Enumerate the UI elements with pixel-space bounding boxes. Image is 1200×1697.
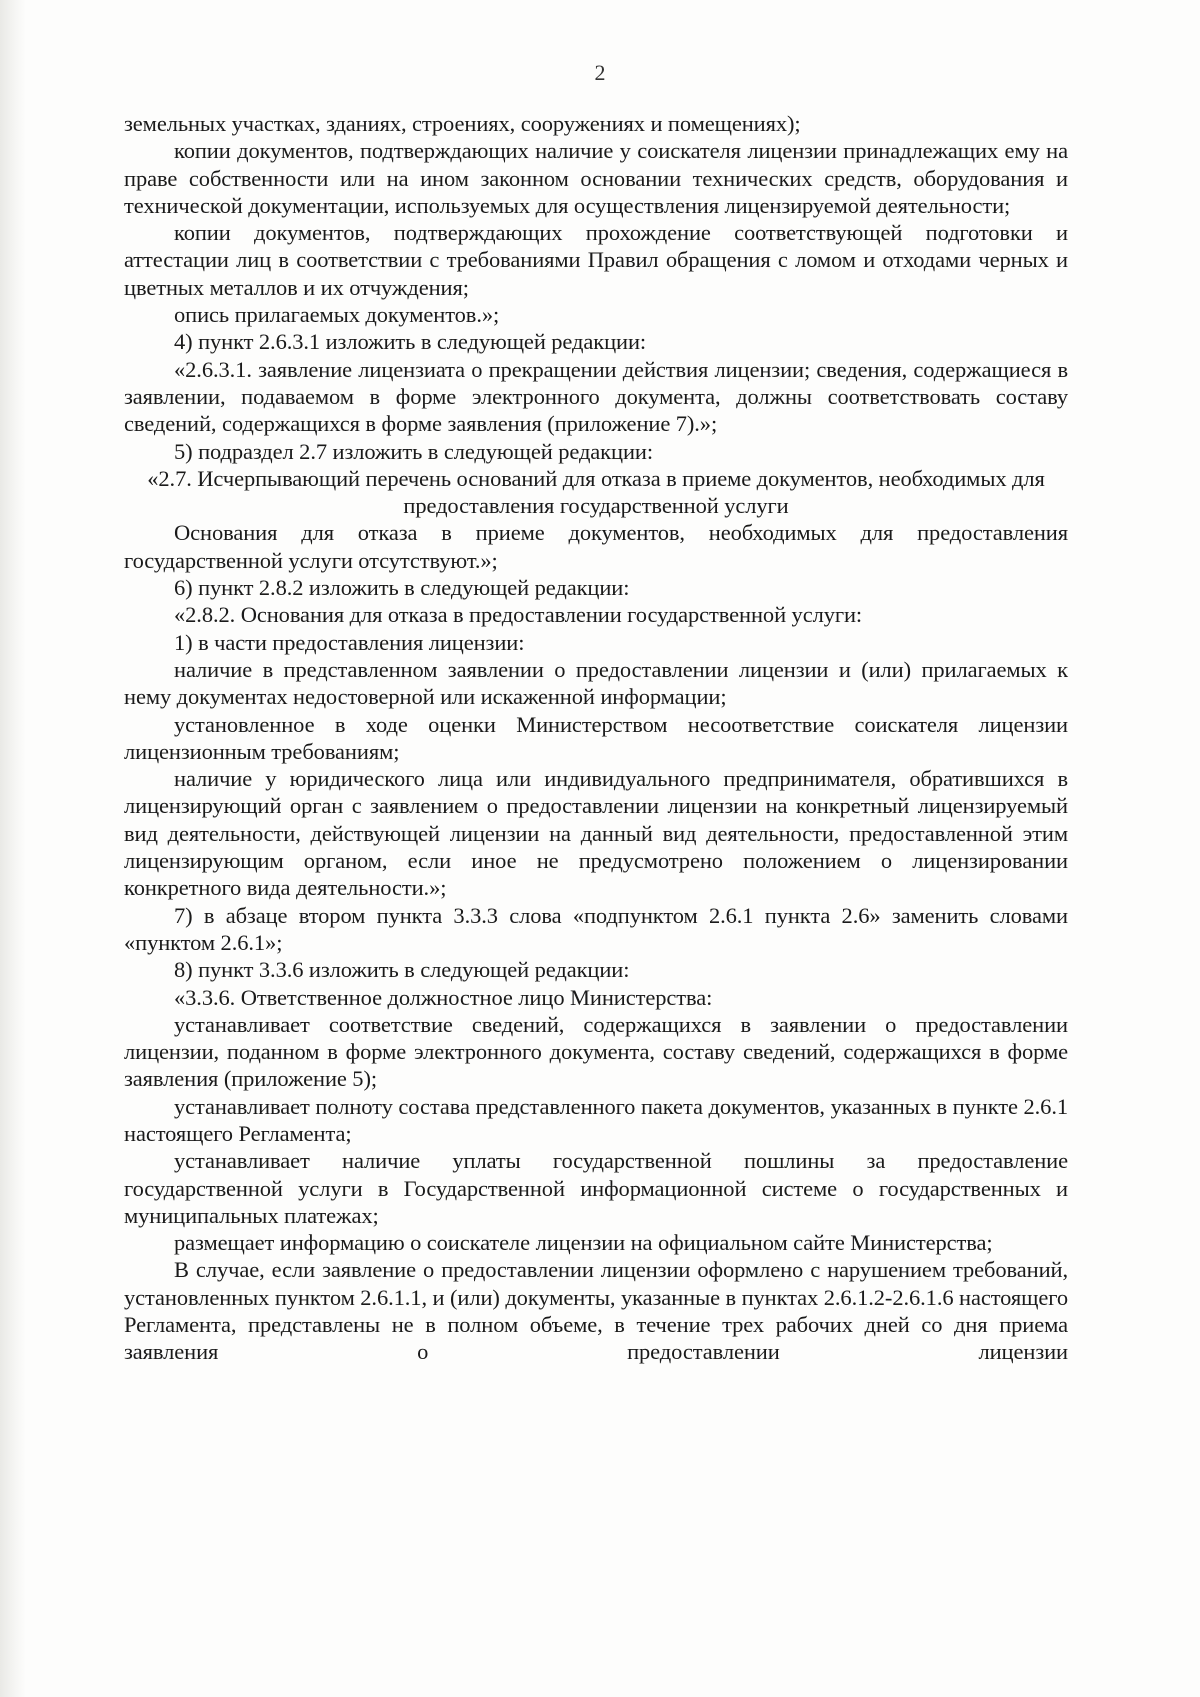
scan-shadow-edge [0, 0, 26, 1697]
paragraph: наличие в представленном заявлении о предоставлении лицензии и (или) прилагаемых к нему документах недостоверной или искаженной информации; [124, 656, 1068, 710]
document-body [124, 110, 1068, 1366]
paragraph: «2.6.3.1. заявление лицензиата о прекращении действия лицензии; сведения, содержащиеся в заявлении, подаваемом в форме электронного документа, должны соответствовать составу сведений, содержащихся в форме заявления (приложение 7).»; [124, 356, 1068, 437]
paragraph: Основания для отказа в приеме документов, необходимых для предоставления государственной услуги отсутствуют.»; [124, 520, 1068, 573]
paragraph: опись прилагаемых документов.»; [174, 302, 500, 328]
paragraph: 4) пункт 2.6.3.1 изложить в следующей редакции: [174, 329, 647, 355]
paragraph: 6) пункт 2.8.2 изложить в следующей редакции: [174, 575, 630, 601]
paragraph: устанавливает полноту состава представленного пакета документов, указанных в пункте 2.6.1 настоящего Регламента; [124, 1093, 1068, 1146]
paragraph: 5) подраздел 2.7 изложить в следующей редакции: [174, 438, 653, 464]
paragraph: «2.7. Исчерпывающий перечень оснований для отказа в приеме документов, необходимых для предоставления государственной услуги [147, 465, 1045, 519]
paragraph: 7) в абзаце втором пункта 3.3.3 слова «подпунктом 2.6.1 пункта 2.6» заменить словами «пунктом 2.6.1»; [124, 902, 1068, 955]
paragraph: копии документов, подтверждающих прохождение соответствующей подготовки и аттестации лиц в соответствии с требованиями Правил обращения с ломом и отходами черных и цветных металлов и их отчуждения; [124, 220, 1068, 300]
page-number: 2 [594, 60, 606, 85]
paragraph: копии документов, подтверждающих наличие у соискателя лицензии принадлежащих ему на праве собственности или на ином законном основании технических средств, оборудования и технической документации, используемых для осуществления лицензируемой деятельности; [124, 138, 1068, 218]
paragraph: 8) пункт 3.3.6 изложить в следующей редакции: [174, 957, 630, 983]
paragraph: наличие у юридического лица или индивидуального предпринимателя, обратившихся в лицензирующий орган с заявлением о предоставлении лицензии на конкретный лицензируемый вид деятельности, действующей лицензии на данный вид деятельности, предоставленной этим лицензирующим органом, если иное не предусмотрено положением о лицензировании конкретного вида деятельности.»; [124, 766, 1068, 901]
paragraph: «2.8.2. Основания для отказа в предоставлении государственной услуги: [174, 602, 863, 628]
paragraph: В случае, если заявление о предоставлении лицензии оформлено с нарушением требований, установленных пунктом 2.6.1.1, и (или) документы, указанные в пунктах 2.6.1.2-2.6.1.6 настоящего Регламента, представлены не в полном объеме, в течение трех рабочих дней со дня приема заявления о предоставлении лицензии [124, 1257, 1068, 1365]
paragraph: установленное в ходе оценки Министерством несоответствие соискателя лицензии лицензионным требованиям; [124, 711, 1068, 764]
paragraph: земельных участках, зданиях, строениях, сооружениях и помещениях); [124, 111, 801, 136]
paragraph: устанавливает соответствие сведений, содержащихся в заявлении о предоставлении лицензии, поданном в форме электронного документа, составу сведений, содержащихся в форме заявления (приложение 5); [124, 1011, 1068, 1092]
paragraph: размещает информацию о соискателе лицензии на официальном сайте Министерства; [174, 1230, 993, 1256]
paragraph: «3.3.6. Ответственное должностное лицо Министерства: [174, 984, 713, 1010]
paragraph: устанавливает наличие уплаты государственной пошлины за предоставление государственной услуги в Государственной информационной системе о государственных и муниципальных платежах; [124, 1148, 1068, 1228]
paragraph: 1) в части предоставления лицензии: [174, 629, 525, 655]
